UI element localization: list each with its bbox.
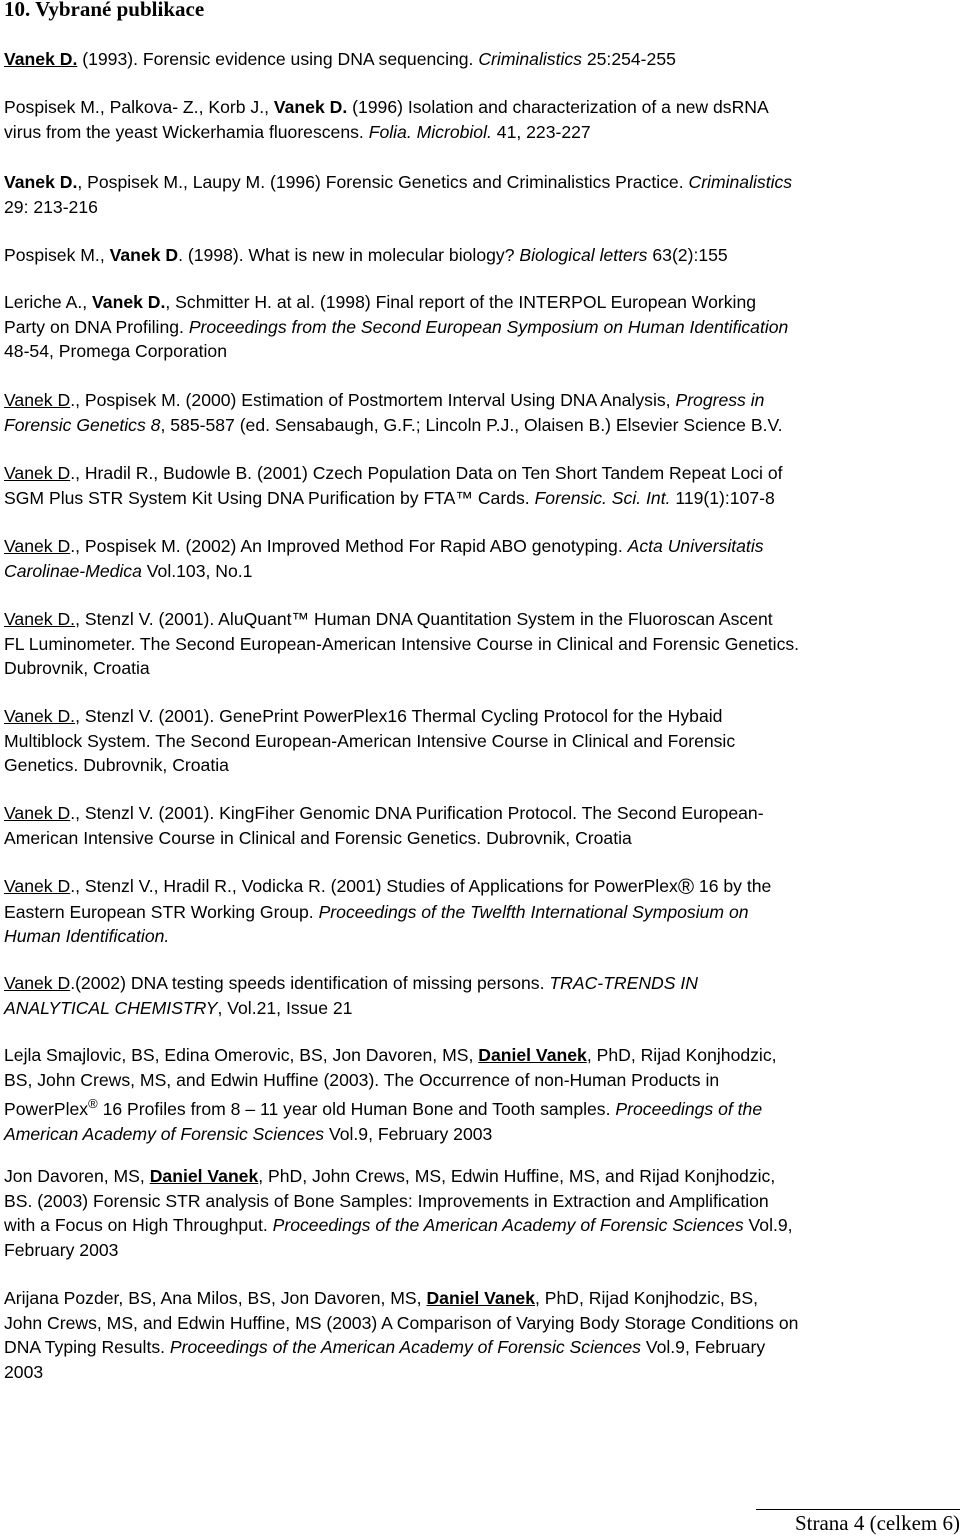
author-highlight: Vanek D <box>4 536 71 556</box>
publication-entry: Arijana Pozder, BS, Ana Milos, BS, Jon Davoren, MS, Daniel Vanek, PhD, Rijad Konjhodzic, BS, John Crews, MS, and Edwin Huffine, MS (2003) A Comparison of Varying Body Storage Conditions on DNA Typing Results. Proceedings of the American Academy of Forensic Sciences Vol.9, February 2003 <box>4 1288 799 1382</box>
publication-entry: Jon Davoren, MS, Daniel Vanek, PhD, John Crews, MS, Edwin Huffine, MS, and Rijad Konjhodzic, BS. (2003) Forensic STR analysis of Bone Samples: Improvements in Extraction and Amplification with a Focus on High Throughput. Proceedings of the American Academy of Forensic Sciences Vol.9, February 2003 <box>4 1166 793 1260</box>
author-highlight: Daniel Vanek <box>478 1045 587 1065</box>
publication-entry: Vanek D., Stenzl V. (2001). GenePrint PowerPlex16 Thermal Cycling Protocol for the Hybaid Multiblock System. The Second European-American Intensive Course in Clinical and Forensic Genetics. Dubrovnik, Croatia <box>4 706 736 775</box>
publication-entry: Vanek D., Stenzl V. (2001). AluQuant™ Human DNA Quantitation System in the Fluoroscan Ascent FL Luminometer. The Second European-American Intensive Course in Clinical and Forensic Genetics. Dubrovnik, Croatia <box>4 609 800 678</box>
publication-entry: Vanek D., Pospisek M., Laupy M. (1996) Forensic Genetics and Criminalistics Practice. Criminalistics 29: 213-216 <box>4 172 793 217</box>
publication-entry: Vanek D., Stenzl V., Hradil R., Vodicka R. (2001) Studies of Applications for PowerPlex® 16 by the Eastern European STR Working Group. Proceedings of the Twelfth International Symposium on Human Identification. <box>4 874 772 946</box>
section-heading: 10. Vybrané publikace <box>4 0 205 21</box>
author-highlight: Daniel Vanek <box>426 1288 536 1308</box>
publication-entry: Vanek D., Pospisek M. (2002) An Improved Method For Rapid ABO genotyping. Acta Universitatis Carolinae-Medica Vol.103, No.1 <box>4 536 764 581</box>
page-footer: Strana 4 (celkem 6) <box>794 1511 960 1535</box>
author-highlight: Vanek D <box>109 245 179 265</box>
registered-mark: ® <box>677 874 695 899</box>
publication-entry: Lejla Smajlovic, BS, Edina Omerovic, BS, Jon Davoren, MS, Daniel Vanek, PhD, Rijad Konjhodzic, BS, John Crews, MS, and Edwin Huffine (2003). The Occurrence of non-Human Products in PowerPlex® 16 Profiles from 8 – 11 year old Human Bone and Tooth samples. Proceedings of the American Academy of Forensic Sciences Vol.9, February 2003 <box>4 1045 777 1144</box>
publication-entry: Pospisek M., Palkova- Z., Korb J., Vanek D. (1996) Isolation and characterization of a new dsRNA virus from the yeast Wickerhamia fluorescens. Folia. Microbiol. 41, 223-227 <box>4 97 769 142</box>
publication-entry: Vanek D. (1993). Forensic evidence using DNA sequencing. Criminalistics 25:254-255 <box>4 49 676 69</box>
author-highlight: Vanek D <box>4 876 71 896</box>
author-highlight: Vanek D. <box>4 49 78 69</box>
author-highlight: Vanek D. <box>4 172 78 192</box>
author-highlight: Vanek D <box>4 973 71 993</box>
author-highlight: Vanek D <box>4 390 71 410</box>
publication-entry: Vanek D.(2002) DNA testing speeds identification of missing persons. TRAC-TRENDS IN ANALYTICAL CHEMISTRY, Vol.21, Issue 21 <box>4 973 698 1018</box>
author-highlight: Vanek D <box>4 803 71 823</box>
publication-entry: Pospisek M., Vanek D. (1998). What is new in molecular biology? Biological letters 63(2):155 <box>4 245 728 265</box>
author-highlight: Daniel Vanek <box>149 1166 259 1186</box>
author-highlight: Vanek D <box>4 463 71 483</box>
registered-mark: ® <box>88 1096 98 1111</box>
author-highlight: Vanek D. <box>273 97 348 117</box>
publication-entry: Vanek D., Hradil R., Budowle B. (2001) Czech Population Data on Ten Short Tandem Repeat Loci of SGM Plus STR System Kit Using DNA Purification by FTA™ Cards. Forensic. Sci. Int. 119(1):107-8 <box>4 463 783 508</box>
publication-entry: Leriche A., Vanek D., Schmitter H. at al. (1998) Final report of the INTERPOL European Working Party on DNA Profiling. Proceedings from the Second European Symposium on Human Identification 48-54, Promega Corporation <box>4 292 789 361</box>
author-highlight: Vanek D. <box>92 292 166 312</box>
author-highlight: Vanek D. <box>4 706 76 726</box>
publication-entry: Vanek D., Pospisek M. (2000) Estimation of Postmortem Interval Using DNA Analysis, Progress in Forensic Genetics 8, 585-587 (ed. Sensabaugh, G.F.; Lincoln P.J., Olaisen B.) Elsevier Science B.V. <box>4 390 783 435</box>
publication-entry: Vanek D., Stenzl V. (2001). KingFiher Genomic DNA Purification Protocol. The Second European- American Intensive Course in Clinical and Forensic Genetics. Dubrovnik, Croatia <box>4 803 764 848</box>
author-highlight: Vanek D. <box>4 609 76 629</box>
